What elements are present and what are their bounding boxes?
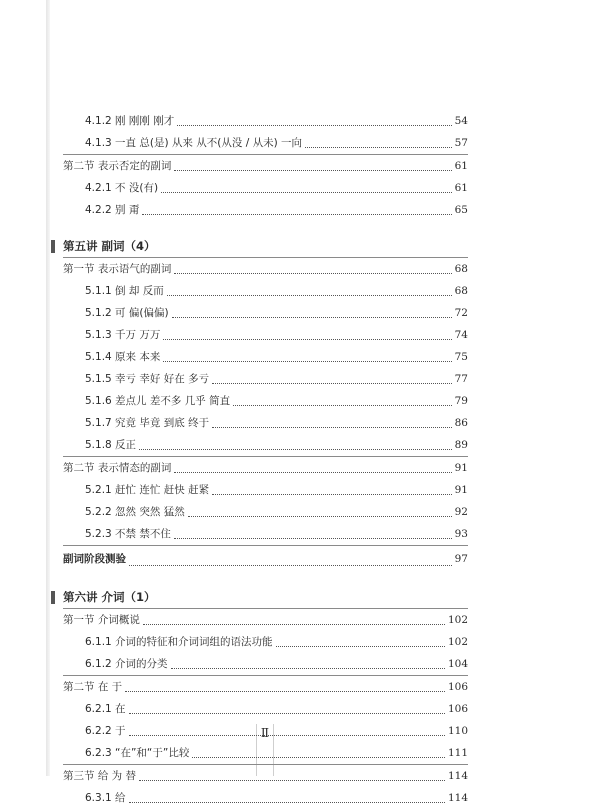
toc-entry[interactable] bbox=[63, 698, 468, 720]
toc-entry-page: 91 bbox=[454, 462, 468, 474]
dot-leader bbox=[129, 802, 445, 803]
toc-entry[interactable] bbox=[63, 302, 468, 324]
toc-entry-page: 104 bbox=[447, 658, 468, 670]
toc-entry-title: 第一节 表示语气的副词 bbox=[63, 263, 172, 275]
dot-leader bbox=[276, 646, 445, 647]
dot-leader bbox=[139, 449, 452, 450]
dot-leader bbox=[143, 624, 445, 625]
toc-entry-title: 5.1.4 原来 本来 bbox=[85, 351, 161, 363]
toc-entry[interactable] bbox=[63, 653, 468, 675]
toc-entry-page: 68 bbox=[454, 285, 468, 297]
toc-test-entry[interactable] bbox=[63, 546, 468, 572]
toc-entry-title: 5.1.6 差点儿 差不多 几乎 简直 bbox=[85, 395, 231, 407]
toc-entry-page: 106 bbox=[447, 681, 468, 693]
toc-section-entry[interactable] bbox=[63, 155, 468, 177]
toc-entry-title: 6.2.2 于 bbox=[85, 725, 126, 737]
dot-leader bbox=[167, 295, 452, 296]
toc-entry[interactable] bbox=[63, 523, 468, 545]
toc-entry-title: 第三节 给 为 替 bbox=[63, 770, 137, 782]
chapter-marker bbox=[51, 240, 55, 253]
toc-entry-title: 副词阶段测验 bbox=[63, 553, 126, 565]
toc-entry[interactable] bbox=[63, 412, 468, 434]
dot-leader bbox=[139, 780, 445, 781]
toc-section-entry[interactable] bbox=[63, 676, 468, 698]
dot-leader bbox=[188, 516, 452, 517]
toc-entry-page: 114 bbox=[447, 792, 468, 804]
page-binding-shadow bbox=[46, 0, 50, 776]
toc-entry-page: 61 bbox=[454, 182, 468, 194]
dot-leader bbox=[171, 668, 445, 669]
toc-entry[interactable] bbox=[63, 501, 468, 523]
toc-entry-title: 5.2.2 忽然 突然 猛然 bbox=[85, 506, 185, 518]
toc-entry[interactable] bbox=[63, 368, 468, 390]
toc-entry-page: 77 bbox=[454, 373, 468, 385]
toc-entry-page: 57 bbox=[454, 137, 468, 149]
table-of-contents bbox=[63, 110, 468, 809]
chapter-heading-6[interactable] bbox=[63, 586, 468, 608]
toc-entry-title: 6.2.3 “在”和“于”比较 bbox=[85, 747, 190, 759]
toc-entry-page: 61 bbox=[454, 160, 468, 172]
toc-entry-title: 5.1.7 究竟 毕竟 到底 终于 bbox=[85, 417, 210, 429]
toc-entry[interactable] bbox=[63, 324, 468, 346]
toc-entry-title: 5.2.1 赶忙 连忙 赶快 赶紧 bbox=[85, 484, 210, 496]
toc-entry-page: 97 bbox=[454, 553, 468, 565]
toc-entry[interactable] bbox=[63, 479, 468, 501]
toc-entry-page: 111 bbox=[447, 747, 468, 759]
toc-entry-page: 110 bbox=[447, 725, 468, 737]
toc-entry-title: 5.1.5 幸亏 幸好 好在 多亏 bbox=[85, 373, 210, 385]
toc-entry-title: 5.2.3 不禁 禁不住 bbox=[85, 528, 171, 540]
toc-entry-title: 第二节 表示情态的副词 bbox=[63, 462, 172, 474]
toc-entry-page: 91 bbox=[454, 484, 468, 496]
dot-leader bbox=[163, 361, 451, 362]
dot-leader bbox=[163, 339, 451, 340]
toc-entry-title: 第二节 在 于 bbox=[63, 681, 123, 693]
toc-entry-title: 4.1.3 一直 总(是) 从来 从不(从没 / 从未) 一向 bbox=[85, 137, 303, 149]
toc-entry-page: 106 bbox=[447, 703, 468, 715]
toc-entry[interactable] bbox=[63, 199, 468, 221]
toc-entry-page: 89 bbox=[454, 439, 468, 451]
chapter-marker bbox=[51, 591, 55, 604]
dot-leader bbox=[125, 691, 445, 692]
toc-entry-title: 5.1.1 倒 却 反而 bbox=[85, 285, 164, 297]
dot-leader bbox=[192, 757, 445, 758]
toc-entry-title: 6.1.1 介词的特征和介词词组的语法功能 bbox=[85, 636, 273, 648]
dot-leader bbox=[129, 713, 445, 714]
toc-entry-page: 74 bbox=[454, 329, 468, 341]
dot-leader bbox=[212, 494, 452, 495]
dot-leader bbox=[177, 125, 451, 126]
toc-section-entry[interactable] bbox=[63, 258, 468, 280]
toc-entry-page: 114 bbox=[447, 770, 468, 782]
toc-entry-title: 6.3.1 给 bbox=[85, 792, 126, 804]
toc-section-entry[interactable] bbox=[63, 609, 468, 631]
toc-entry-title: 第一节 介词概说 bbox=[63, 614, 140, 626]
dot-leader bbox=[174, 273, 451, 274]
dot-leader bbox=[129, 565, 452, 566]
dot-leader bbox=[212, 383, 452, 384]
toc-entry[interactable] bbox=[63, 177, 468, 199]
dot-leader bbox=[233, 405, 452, 406]
toc-section-entry[interactable] bbox=[63, 765, 468, 787]
toc-entry-page: 79 bbox=[454, 395, 468, 407]
toc-entry-page: 65 bbox=[454, 204, 468, 216]
toc-entry-page: 86 bbox=[454, 417, 468, 429]
chapter-heading-5[interactable] bbox=[63, 235, 468, 257]
toc-entry-title: 6.1.2 介词的分类 bbox=[85, 658, 168, 670]
toc-entry[interactable] bbox=[63, 132, 468, 154]
toc-entry-page: 102 bbox=[447, 614, 468, 626]
toc-entry-title: 5.1.2 可 偏(偏偏) bbox=[85, 307, 169, 319]
toc-entry-title: 6.2.1 在 bbox=[85, 703, 126, 715]
toc-entry-title: 4.2.1 不 没(有) bbox=[85, 182, 159, 194]
dot-leader bbox=[174, 170, 451, 171]
dot-leader bbox=[305, 147, 452, 148]
toc-entry-title: 4.2.2 别 甭 bbox=[85, 204, 140, 216]
dot-leader bbox=[212, 427, 452, 428]
toc-entry[interactable] bbox=[63, 742, 468, 764]
chapter-title: 第六讲 介词（1） bbox=[63, 590, 156, 604]
toc-entry[interactable] bbox=[63, 787, 468, 809]
toc-entry-page: 54 bbox=[454, 115, 468, 127]
toc-entry-page: 72 bbox=[454, 307, 468, 319]
toc-entry-page: 93 bbox=[454, 528, 468, 540]
toc-entry-page: 75 bbox=[454, 351, 468, 363]
page-number: Ⅱ bbox=[260, 726, 270, 740]
toc-entry-page: 68 bbox=[454, 263, 468, 275]
toc-entry[interactable] bbox=[63, 110, 468, 132]
dot-leader bbox=[174, 538, 452, 539]
chapter-title: 第五讲 副词（4） bbox=[63, 239, 156, 253]
dot-leader bbox=[129, 735, 445, 736]
dot-leader bbox=[142, 214, 451, 215]
toc-entry-page: 102 bbox=[447, 636, 468, 648]
toc-entry-title: 第二节 表示否定的副词 bbox=[63, 160, 172, 172]
dot-leader bbox=[174, 472, 451, 473]
toc-entry-title: 5.1.8 反正 bbox=[85, 439, 137, 451]
toc-section-entry[interactable] bbox=[63, 457, 468, 479]
toc-entry[interactable] bbox=[63, 280, 468, 302]
toc-entry[interactable] bbox=[63, 390, 468, 412]
toc-entry[interactable] bbox=[63, 346, 468, 368]
toc-entry-title: 4.1.2 刚 刚刚 刚才 bbox=[85, 115, 175, 127]
toc-entry-page: 92 bbox=[454, 506, 468, 518]
toc-entry[interactable] bbox=[63, 631, 468, 653]
dot-leader bbox=[161, 192, 452, 193]
dot-leader bbox=[172, 317, 452, 318]
toc-entry[interactable] bbox=[63, 434, 468, 456]
toc-entry-title: 5.1.3 千万 万万 bbox=[85, 329, 161, 341]
